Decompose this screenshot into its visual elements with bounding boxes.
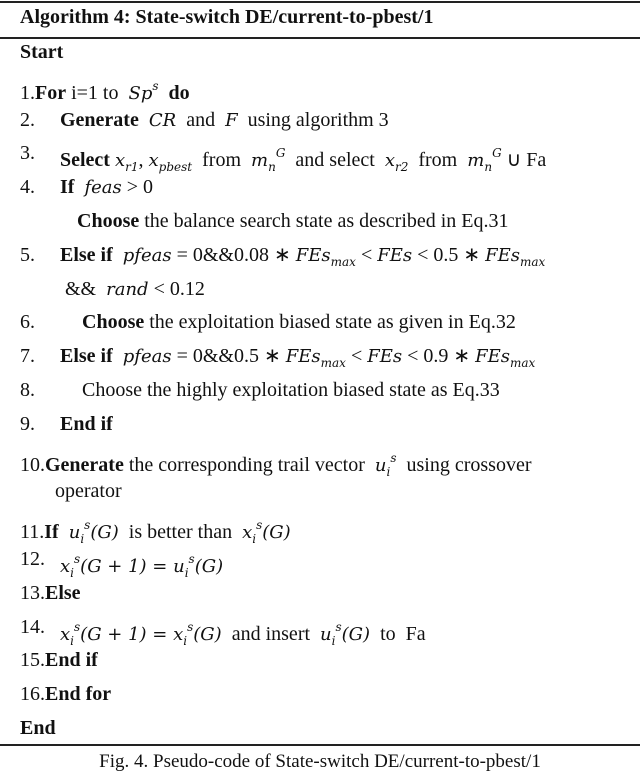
math-symbol: FEs	[475, 346, 511, 368]
text: the balance search state as described in Eq.31	[139, 210, 509, 232]
keyword: Choose	[77, 210, 140, 232]
algorithm-line	[20, 74, 190, 106]
keyword: Choose	[82, 311, 145, 334]
math-symbol: pbest	[158, 160, 193, 175]
math-symbol: (G)	[193, 623, 222, 645]
algorithm-line	[20, 682, 111, 706]
keyword: Else	[45, 581, 81, 604]
line-number: 6.	[20, 311, 35, 334]
math-symbol: (G)	[90, 522, 119, 544]
line-content	[60, 175, 153, 200]
keyword: End for	[45, 683, 112, 706]
math-symbol: s	[256, 518, 263, 533]
text: < 0.9 ∗	[402, 345, 476, 368]
algorithm-line	[20, 513, 291, 551]
text: the exploitation biased state as given in Eq.32	[144, 311, 516, 334]
math-symbol: max	[510, 356, 536, 371]
text: i=1 to	[66, 81, 129, 104]
keyword: End	[20, 717, 56, 739]
keyword: Generate	[45, 453, 124, 476]
bottom-rule	[0, 744, 640, 746]
title-rule	[0, 37, 640, 39]
line-number: 5.	[20, 243, 35, 266]
text: &&	[65, 277, 107, 300]
math-symbol: max	[330, 254, 356, 269]
text	[113, 244, 123, 266]
algorithm-line	[20, 175, 154, 199]
math-symbol: i	[184, 566, 189, 580]
line-number: 11.	[20, 521, 45, 544]
keyword: If	[60, 176, 75, 199]
math-symbol: rand	[106, 278, 149, 300]
figure-caption: Fig. 4. Pseudo-code of State-switch DE/current-to-pbest/1	[99, 751, 541, 772]
algorithm-line	[20, 378, 500, 402]
math-symbol: pfeas	[122, 244, 172, 266]
line-content	[45, 582, 81, 604]
math-symbol: u	[374, 454, 387, 476]
line-content	[44, 518, 291, 547]
text: > 0	[121, 176, 154, 199]
line-number: 7.	[20, 345, 35, 368]
math-symbol: max	[520, 254, 546, 269]
math-symbol: (G)	[262, 522, 291, 544]
line-content	[45, 450, 532, 479]
line-content	[60, 412, 113, 436]
math-symbol: s	[390, 450, 397, 465]
algorithm-line	[20, 412, 113, 436]
line-content	[20, 717, 56, 739]
line-number: 8.	[20, 379, 35, 401]
text: = 0&&0.08 ∗	[171, 243, 296, 266]
algorithm-line	[20, 716, 56, 740]
line-number: 1.	[20, 81, 35, 104]
keyword: End if	[45, 649, 98, 672]
math-symbol: s	[152, 78, 159, 93]
math-symbol: (G)	[341, 623, 371, 645]
line-number: 10.	[20, 453, 45, 476]
line-content	[60, 108, 389, 133]
math-symbol: x	[148, 150, 159, 172]
algorithm-line	[20, 40, 63, 64]
math-symbol: n	[268, 160, 276, 175]
math-symbol: i	[70, 566, 74, 580]
math-symbol: G	[275, 146, 286, 161]
math-symbol: s	[335, 619, 342, 634]
keyword: Select	[60, 149, 110, 172]
line-number: 2.	[20, 108, 35, 131]
math-symbol: CR	[148, 109, 177, 131]
math-symbol: FEs	[377, 244, 413, 266]
text: ,	[138, 149, 149, 172]
text	[59, 521, 69, 543]
math-symbol: (G)	[194, 556, 224, 577]
line-content	[45, 683, 111, 705]
math-symbol: pfeas	[122, 346, 172, 368]
line-content	[82, 378, 500, 402]
math-symbol: i	[331, 633, 336, 648]
math-symbol: feas	[84, 177, 122, 199]
math-symbol: x	[384, 150, 395, 172]
math-symbol: F	[225, 109, 238, 131]
math-symbol: s	[84, 518, 91, 533]
text	[74, 176, 84, 198]
line-number: 12.	[20, 548, 45, 570]
keyword: Else if	[60, 345, 113, 368]
math-symbol: i	[80, 532, 85, 547]
math-symbol: FEs	[295, 244, 331, 266]
text: using crossover	[396, 453, 532, 476]
line-content	[60, 344, 535, 375]
line-content	[35, 78, 190, 104]
keyword: If	[44, 521, 59, 544]
text: operator	[55, 480, 122, 503]
math-symbol: Sp	[128, 82, 153, 104]
text: to Fa	[370, 622, 426, 645]
line-number: 13.	[20, 581, 45, 604]
line-number: 9.	[20, 412, 35, 435]
math-symbol: s	[74, 552, 81, 566]
line-number: 3.	[20, 142, 35, 165]
line-content	[82, 310, 516, 334]
math-symbol: u	[173, 556, 185, 577]
algorithm-line	[20, 615, 426, 648]
text: and select	[285, 149, 385, 172]
math-symbol: m	[467, 150, 485, 172]
text: using algorithm 3	[237, 108, 389, 131]
line-content	[55, 479, 122, 503]
keyword: Else if	[60, 243, 113, 266]
line-content	[60, 141, 546, 179]
algorithm-line	[20, 581, 81, 605]
text: < 0.5 ∗	[412, 243, 486, 266]
math-symbol: s	[188, 552, 195, 566]
text	[139, 109, 149, 131]
line-number: 16.	[20, 683, 45, 706]
math-symbol: i	[386, 464, 391, 479]
line-content	[45, 649, 98, 671]
algorithm-line	[20, 547, 224, 580]
line-number: 14.	[20, 615, 45, 638]
line-content	[60, 615, 426, 653]
text: from	[192, 149, 252, 172]
line-content	[77, 209, 509, 233]
math-symbol: (G + 1) =	[80, 556, 174, 577]
math-symbol: i	[183, 633, 188, 648]
math-symbol: x	[114, 150, 126, 172]
top-rule	[0, 1, 640, 3]
math-symbol: (G + 1) =	[80, 623, 174, 645]
algorithm-line	[20, 344, 536, 371]
math-symbol: r1	[125, 160, 139, 175]
algorithm-line	[20, 141, 547, 175]
algorithm-title: Algorithm 4: State-switch DE/current-to-pbest/1	[20, 6, 434, 28]
keyword: do	[158, 81, 190, 104]
algorithm-line	[20, 648, 98, 672]
text: the corresponding trail vector	[123, 453, 375, 476]
algorithm-line	[20, 243, 546, 269]
keyword: Start	[20, 41, 64, 63]
math-symbol: x	[60, 556, 71, 577]
text: and	[176, 108, 226, 131]
algorithm-line	[20, 108, 389, 132]
math-symbol: x	[242, 522, 253, 544]
math-symbol: r2	[394, 160, 409, 175]
line-content	[20, 41, 63, 63]
math-symbol: max	[320, 356, 346, 371]
keyword: For	[35, 81, 67, 104]
line-content	[65, 277, 205, 302]
math-symbol: FEs	[485, 244, 521, 266]
math-symbol: i	[70, 633, 74, 648]
text: = 0&&0.5 ∗	[171, 345, 286, 368]
line-content	[60, 547, 223, 585]
text: <	[345, 345, 368, 368]
text: ∪ Fa	[501, 149, 547, 172]
math-symbol: n	[484, 160, 493, 175]
text: from	[408, 149, 468, 172]
line-content	[60, 243, 545, 274]
keyword: Generate	[60, 108, 139, 131]
text: Choose the highly exploitation biased state as Eq.33	[82, 379, 500, 401]
math-symbol: u	[68, 522, 81, 544]
keyword: End if	[60, 412, 113, 435]
math-symbol: x	[173, 623, 184, 645]
line-number: 4.	[20, 176, 35, 199]
line-number: 15.	[20, 649, 45, 672]
math-symbol: u	[320, 623, 332, 645]
math-symbol: x	[60, 623, 71, 645]
text: < 0.12	[148, 277, 205, 300]
text: and insert	[221, 622, 321, 645]
text: <	[355, 243, 378, 266]
math-symbol: s	[187, 619, 194, 634]
algorithm-line	[20, 310, 516, 334]
math-symbol: FEs	[285, 346, 321, 368]
text: is better than	[118, 521, 243, 544]
math-symbol: FEs	[367, 346, 403, 368]
math-symbol: m	[251, 150, 269, 172]
math-symbol: G	[492, 146, 502, 161]
text	[113, 345, 123, 367]
algorithm-line	[20, 446, 531, 484]
math-symbol: s	[74, 619, 81, 634]
math-symbol: i	[252, 532, 257, 547]
